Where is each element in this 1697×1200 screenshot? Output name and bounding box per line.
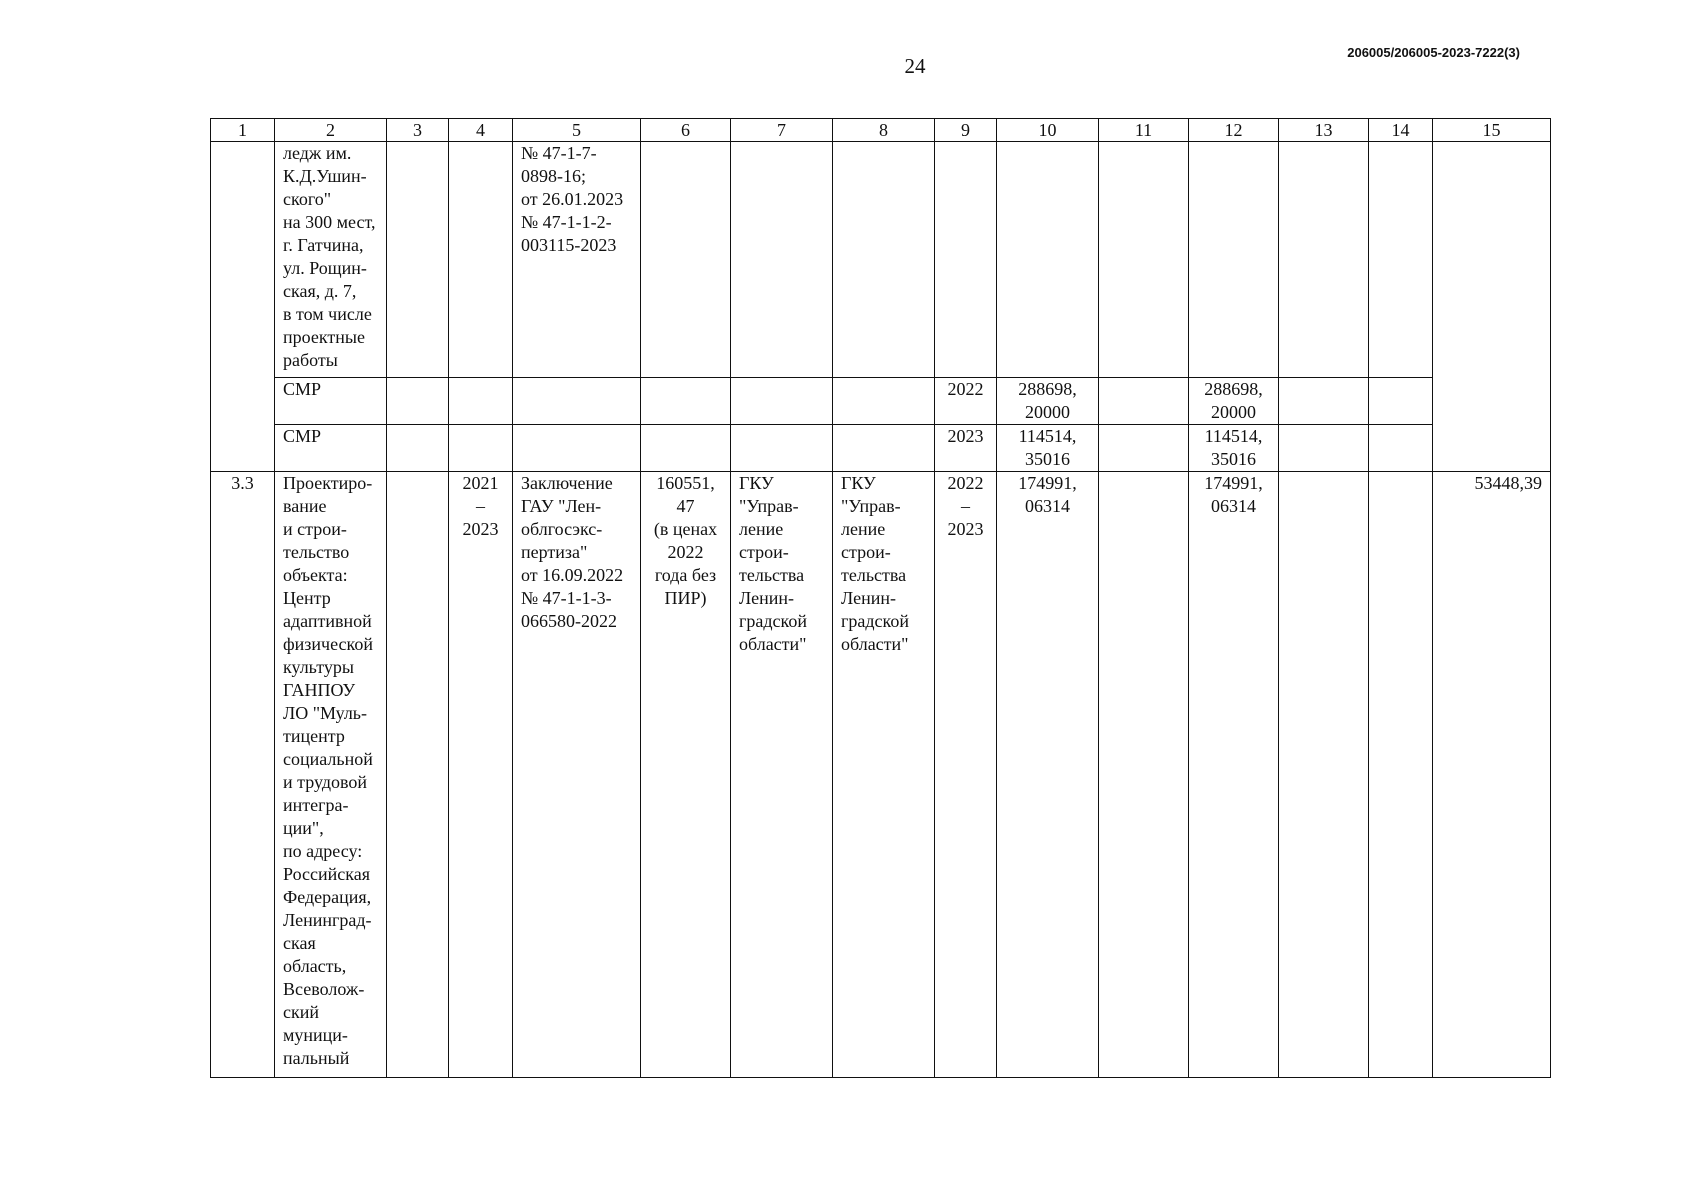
column-header: 14 xyxy=(1369,119,1433,142)
cell-empty xyxy=(1099,425,1189,472)
cell-total: 288698, 20000 xyxy=(997,378,1099,425)
cell-object-name: ледж им. К.Д.Ушин- ского" на 300 мест, г. Гатчина, ул. Рощин- ская, д. 7, в том числе проектные работы xyxy=(275,142,387,378)
cell-empty xyxy=(641,142,731,378)
cell-empty xyxy=(449,378,513,425)
cell-empty xyxy=(1369,142,1433,378)
cell-empty xyxy=(1369,425,1433,472)
table-row-3-3 xyxy=(211,472,1551,1078)
column-header: 11 xyxy=(1099,119,1189,142)
column-header: 7 xyxy=(731,119,833,142)
cell-empty xyxy=(1279,425,1369,472)
cell-empty xyxy=(1279,142,1369,378)
cell-empty xyxy=(833,142,935,378)
column-number-row xyxy=(211,119,1551,142)
column-header: 9 xyxy=(935,119,997,142)
table-row-smr-2023 xyxy=(211,425,1551,472)
cell-empty xyxy=(997,142,1099,378)
column-header: 12 xyxy=(1189,119,1279,142)
column-header: 15 xyxy=(1433,119,1551,142)
cell-empty xyxy=(1369,378,1433,425)
cell-empty xyxy=(387,378,449,425)
cell-empty xyxy=(1279,472,1369,1078)
document-reference: 206005/206005-2023-7222(3) xyxy=(1347,45,1520,60)
column-header: 6 xyxy=(641,119,731,142)
page-number: 24 xyxy=(904,54,926,78)
cell-number: 3.3 xyxy=(211,472,275,1078)
column-header: 4 xyxy=(449,119,513,142)
cell-empty xyxy=(1369,472,1433,1078)
cell-regional: 114514, 35016 xyxy=(1189,425,1279,472)
column-header: 13 xyxy=(1279,119,1369,142)
cell-object-name: Проектиро- вание и строи- тельство объекта: Центр адаптивной физической культуры ГАНПОУ ЛО "Муль- тицентр социальной и трудовой интегра- ции", по адресу: Российская Федерация, Ленинград- ская область, Всеволож- ский муници- пальный xyxy=(275,472,387,1078)
cell-empty xyxy=(1099,472,1189,1078)
table-row-continuation xyxy=(211,142,1551,378)
cell-stage-name: СМР xyxy=(275,425,387,472)
cell-empty xyxy=(641,378,731,425)
cell-empty xyxy=(513,425,641,472)
cell-customer: ГКУ "Управ- ление строи- тельства Ленин- градской области" xyxy=(731,472,833,1078)
cell-empty xyxy=(449,425,513,472)
column-header: 8 xyxy=(833,119,935,142)
cell-empty xyxy=(731,425,833,472)
cell-empty xyxy=(731,142,833,378)
cell-empty xyxy=(833,425,935,472)
cell-number-empty xyxy=(211,142,275,472)
cell-empty xyxy=(1279,378,1369,425)
cell-empty xyxy=(387,425,449,472)
table-row-smr-2022 xyxy=(211,378,1551,425)
cell-empty xyxy=(1099,142,1189,378)
cell-expertise: № 47-1-7- 0898-16; от 26.01.2023 № 47-1-1-2- 003115-2023 xyxy=(513,142,641,378)
column-header: 2 xyxy=(275,119,387,142)
cell-col15-empty xyxy=(1433,142,1551,472)
column-header: 3 xyxy=(387,119,449,142)
cell-empty xyxy=(731,378,833,425)
cell-expertise: Заключение ГАУ "Лен- облгосэкс- пертиза" от 16.09.2022 № 47-1-1-3- 066580-2022 xyxy=(513,472,641,1078)
cell-empty xyxy=(935,142,997,378)
cell-empty xyxy=(513,378,641,425)
column-header: 5 xyxy=(513,119,641,142)
column-header: 1 xyxy=(211,119,275,142)
cell-developer: ГКУ "Управ- ление строи- тельства Ленин- градской области" xyxy=(833,472,935,1078)
cell-total: 114514, 35016 xyxy=(997,425,1099,472)
cell-col15-value: 53448,39 xyxy=(1433,472,1551,1078)
cell-year: 2022 xyxy=(935,378,997,425)
cell-empty xyxy=(641,425,731,472)
cell-cost: 160551, 47 (в ценах 2022 года без ПИР) xyxy=(641,472,731,1078)
cell-empty xyxy=(387,142,449,378)
cell-regional: 288698, 20000 xyxy=(1189,378,1279,425)
cell-regional: 174991, 06314 xyxy=(1189,472,1279,1078)
cell-year: 2023 xyxy=(935,425,997,472)
cell-period: 2021 – 2023 xyxy=(449,472,513,1078)
cell-empty xyxy=(449,142,513,378)
cell-total: 174991, 06314 xyxy=(997,472,1099,1078)
column-header: 10 xyxy=(997,119,1099,142)
cell-stage-name: СМР xyxy=(275,378,387,425)
program-table xyxy=(210,118,1551,1078)
cell-years: 2022 – 2023 xyxy=(935,472,997,1078)
cell-empty xyxy=(387,472,449,1078)
cell-empty xyxy=(1189,142,1279,378)
cell-empty xyxy=(833,378,935,425)
cell-empty xyxy=(1099,378,1189,425)
